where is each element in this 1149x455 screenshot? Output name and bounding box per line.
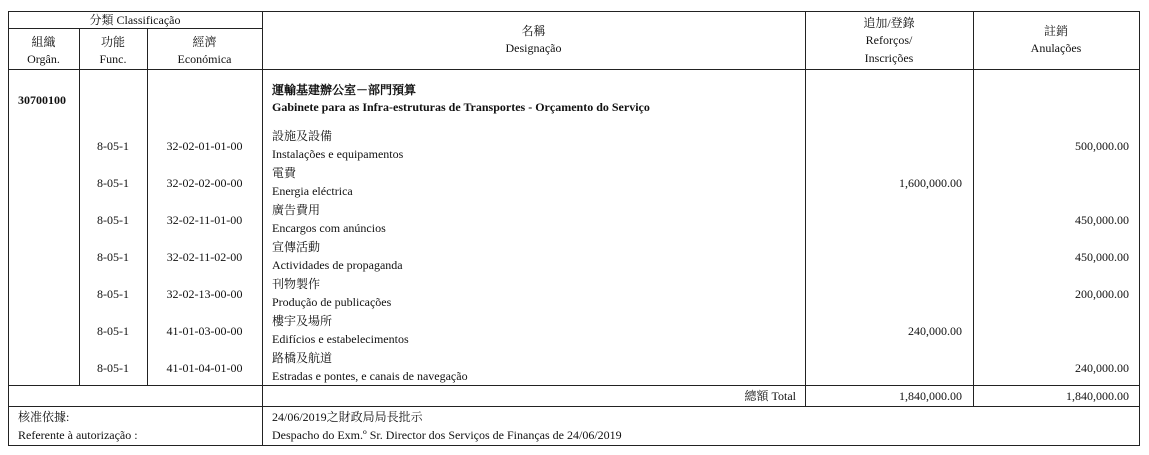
rule-right <box>1139 11 1140 446</box>
header-organic-zh: 組織 <box>31 35 56 49</box>
header-economic-zh: 經濟 <box>192 35 217 49</box>
row-economic-code: 32-02-11-02-00 <box>166 250 243 264</box>
header-cancellations-pt: Anulações <box>1030 41 1082 55</box>
row-name-pt: Encargos com anúncios <box>272 221 386 235</box>
rule-total-top <box>8 385 1140 386</box>
row-reinforcement: 240,000.00 <box>908 324 962 338</box>
header-reinforcements-pt1: Reforços/ <box>865 33 913 47</box>
row-cancellation: 240,000.00 <box>1075 361 1129 375</box>
section-title-pt: Gabinete para as Infra-estruturas de Transportes - Orçamento do Serviço <box>272 100 650 114</box>
row-name-pt: Instalações e equipamentos <box>272 147 404 161</box>
header-economic-pt: Económica <box>177 52 232 66</box>
authorization-value-pt: Despacho do Exm.º Sr. Director dos Serviços de Finanças de 24/06/2019 <box>272 428 622 442</box>
row-name-zh: 電費 <box>272 166 297 180</box>
row-functional-code: 8-05-1 <box>97 324 129 338</box>
rule-col-reinforcement <box>973 11 974 407</box>
row-name-zh: 刊物製作 <box>272 277 321 291</box>
header-reinforcements-zh: 追加/登錄 <box>863 16 915 30</box>
rule-header-bottom <box>8 69 1140 70</box>
row-name-pt: Actividades de propaganda <box>272 258 403 272</box>
row-cancellation: 450,000.00 <box>1075 213 1129 227</box>
header-functional-pt: Func. <box>99 52 127 66</box>
row-economic-code: 32-02-02-00-00 <box>166 176 243 190</box>
row-name-pt: Energia eléctrica <box>272 184 353 198</box>
total-reinforcement: 1,840,000.00 <box>899 389 962 403</box>
row-cancellation: 200,000.00 <box>1075 287 1129 301</box>
rule-top <box>8 11 1140 12</box>
row-functional-code: 8-05-1 <box>97 361 129 375</box>
rule-col-economic <box>262 11 263 446</box>
header-organic-pt: Orgân. <box>27 52 60 66</box>
row-functional-code: 8-05-1 <box>97 250 129 264</box>
authorization-value-zh: 24/06/2019之財政局局長批示 <box>272 410 423 424</box>
authorization-label-zh: 核准依據: <box>18 410 70 424</box>
rule-col-designation <box>805 11 806 407</box>
row-name-zh: 宣傳活動 <box>272 240 321 254</box>
row-name-pt: Estradas e pontes, e canais de navegação <box>272 369 468 383</box>
header-designation-zh: 名稱 <box>521 24 546 38</box>
row-functional-code: 8-05-1 <box>97 139 129 153</box>
row-cancellation: 500,000.00 <box>1075 139 1129 153</box>
rule-classification <box>8 28 262 29</box>
header-cancellations-zh: 註銷 <box>1043 24 1068 38</box>
row-economic-code: 32-02-01-01-00 <box>166 139 243 153</box>
rule-left <box>8 11 9 446</box>
section-title-zh: 運輸基建辦公室－部門預算 <box>272 83 417 97</box>
row-functional-code: 8-05-1 <box>97 213 129 227</box>
row-name-zh: 樓宇及場所 <box>272 314 333 328</box>
header-designation-pt: Designação <box>505 41 562 55</box>
row-economic-code: 32-02-11-01-00 <box>166 213 243 227</box>
row-name-zh: 設施及設備 <box>272 129 333 143</box>
row-economic-code: 41-01-04-01-00 <box>166 361 243 375</box>
total-label: 總額 Total <box>744 389 796 403</box>
total-cancellation: 1,840,000.00 <box>1066 389 1129 403</box>
row-cancellation: 450,000.00 <box>1075 250 1129 264</box>
row-name-zh: 廣告費用 <box>272 203 321 217</box>
row-name-zh: 路橋及航道 <box>272 351 333 365</box>
row-economic-code: 41-01-03-00-00 <box>166 324 243 338</box>
header-classification: 分類 Classificação <box>89 13 181 27</box>
header-reinforcements-pt2: Inscrições <box>864 51 914 65</box>
row-functional-code: 8-05-1 <box>97 287 129 301</box>
header-functional-zh: 功能 <box>100 35 125 49</box>
row-functional-code: 8-05-1 <box>97 176 129 190</box>
rule-total-bottom <box>8 406 1140 407</box>
row-economic-code: 32-02-13-00-00 <box>166 287 243 301</box>
row-name-pt: Produção de publicações <box>272 295 392 309</box>
row-name-pt: Edifícios e estabelecimentos <box>272 332 409 346</box>
section-code: 30700100 <box>18 93 66 107</box>
authorization-label-pt: Referente à autorização : <box>18 428 138 442</box>
row-reinforcement: 1,600,000.00 <box>899 176 962 190</box>
rule-bottom <box>8 445 1140 446</box>
